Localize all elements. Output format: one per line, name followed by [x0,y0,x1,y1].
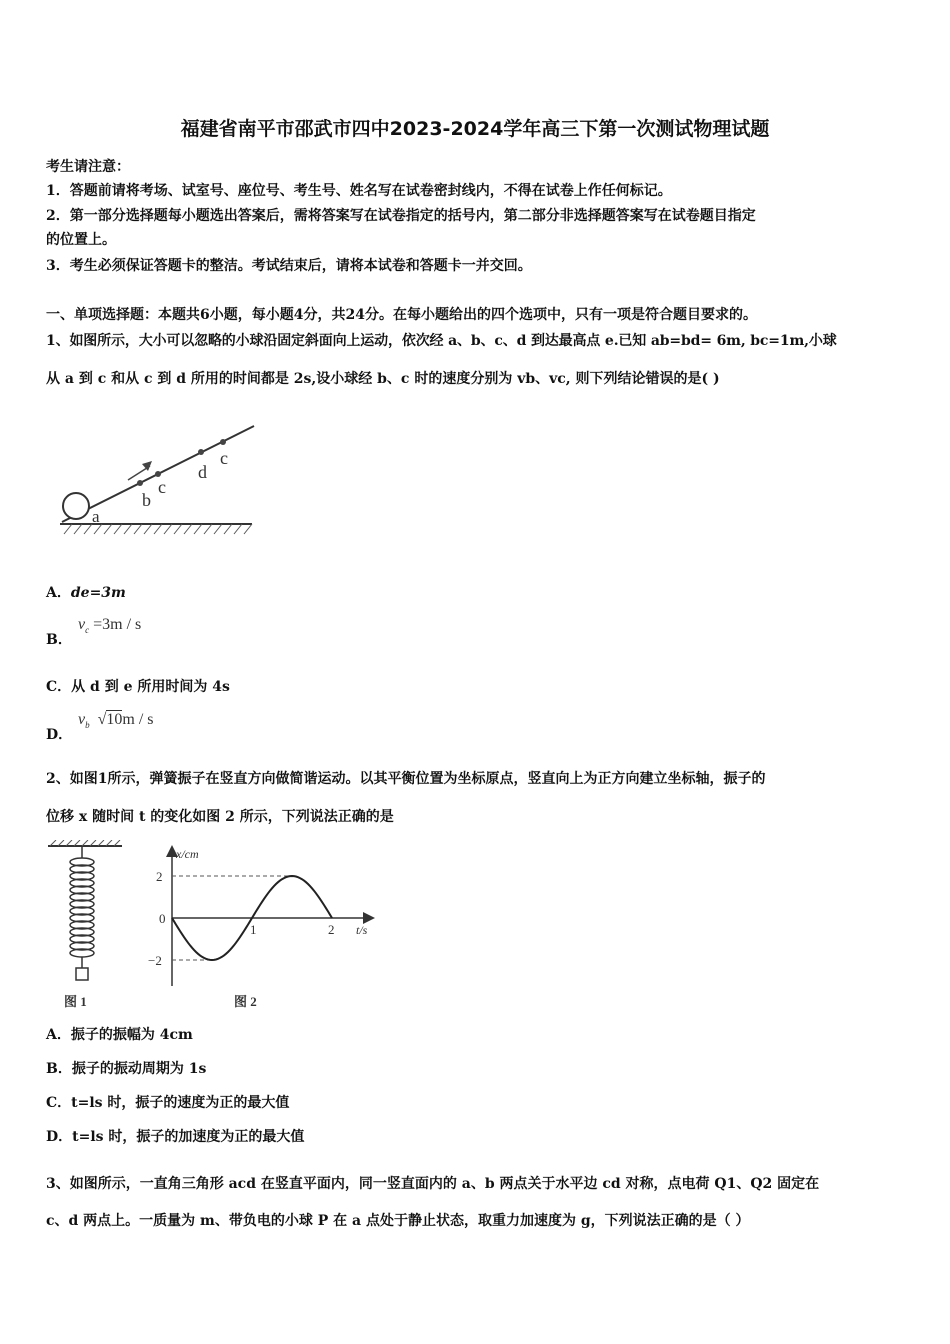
q1-incline-figure [56,416,266,544]
q1-option-c-text: 从 d 到 e 所用时间为 4s [71,679,230,695]
q1-option-d-math [78,711,154,730]
q3-stem-line2: c、d 两点上。一质量为 m、带负电的小球 P 在 a 点处于静止状态，取重力加速度为 g，下列说法正确的是（ ） [46,1213,750,1229]
q1-option-b-label: B． [46,632,72,648]
q1-stem-line1: 1、如图所示，大小可以忽略的小球沿固定斜面向上运动，依次经 a、b、c、d 到达最高点 e.已知 ab=bd= 6m, bc=1m,小球 [46,333,837,349]
y-tick-2: 2 [156,869,163,884]
label-a: a [92,507,100,526]
fig2-caption: 图 2 [234,994,257,1009]
q1-option-b[interactable] [46,629,72,649]
q2-option-c[interactable] [46,1092,289,1112]
q1-option-a[interactable] [46,582,126,602]
y-axis-label: x/cm [176,847,199,861]
q2-option-a-text: 振子的振幅为 4cm [70,1027,193,1043]
notice-heading: 考生请注意： [46,159,130,175]
q1-d-root: 10 [106,711,123,728]
q2-option-c-label: C． [46,1095,72,1111]
q1-option-d[interactable] [46,724,72,744]
q2-fig1-spring [44,840,128,1012]
oscillator-block [76,968,88,980]
q1-b-symbol: v [78,616,86,633]
q2-stem-line2: 位移 x 随时间 t 的变化如图 2 所示，下列说法正确的是 [46,809,394,825]
section-heading: 一、单项选择题：本题共6小题，每小题4分，共24分。在每小题给出的四个选项中，只有一项是符合题目要求的。 [46,307,757,323]
q2-option-d[interactable] [46,1126,304,1146]
q1-stem-line2: 从 a 到 c 和从 c 到 d 所用的时间都是 2s,设小球经 b、c 时的速度分别为 vb、vc, 则下列结论错误的是( ) [46,371,720,387]
fig1-caption: 图 1 [64,994,87,1009]
x-tick-1: 1 [250,922,257,937]
q1-d-subscript: b [85,720,90,731]
q2-stem-line1: 2、如图1所示，弹簧振子在竖直方向做简谐运动。以其平衡位置为坐标原点，竖直向上为正方向建立坐标轴，振子的 [46,771,766,787]
q1-b-expr: =3m / s [89,616,142,633]
label-d: d [198,462,207,482]
q2-fig2-graph [142,840,382,1012]
q1-option-a-text: de=3m [70,585,126,601]
q2-option-b-text: 振子的振动周期为 1s [71,1061,207,1077]
x-tick-2: 2 [328,922,335,937]
q2-option-a-label: A． [46,1027,71,1043]
q2-option-b-label: B． [46,1061,72,1077]
point-b [137,480,143,486]
notice-item-2-cont: 的位置上。 [46,232,116,248]
label-b: b [142,490,151,510]
q1-option-b-math [78,616,141,635]
q1-d-unit: m / s [122,711,154,728]
ball [63,493,89,519]
page-title: 福建省南平市邵武市四中2023-2024学年高三下第一次测试物理试题 [180,118,770,140]
q2-option-d-label: D． [46,1129,73,1145]
label-e: c [220,448,228,468]
q1-option-d-label: D． [46,727,73,743]
q1-option-a-label: A． [46,585,71,601]
sqrt-sign: √ [97,711,107,728]
notice-item-2: 2．第一部分选择题每小题选出答案后，需将答案写在试卷指定的括号内，第二部分非选择题答案写在试卷题目指定 [46,208,756,224]
notice-item-1: 1．答题前请将考场、试室号、座位号、考生号、姓名写在试卷密封线内，不得在试卷上作任何标记。 [46,183,672,199]
label-c: c [158,477,166,497]
q1-d-symbol: v [78,711,86,728]
q2-option-d-text: t=ls 时，振子的加速度为正的最大值 [72,1129,305,1145]
point-e [220,439,226,445]
point-d [198,449,204,455]
q3-stem-line1: 3、如图所示，一直角三角形 acd 在竖直平面内，同一竖直面内的 a、b 两点关于水平边 cd 对称，点电荷 Q1、Q2 固定在 [46,1176,820,1192]
spring-coils [70,858,94,957]
q1-option-c[interactable] [46,676,230,696]
q1-b-subscript: c [85,625,90,636]
q1-option-c-label: C． [46,679,72,695]
x-axis-label: t/s [356,923,368,937]
q2-option-c-text: t=ls 时，振子的速度为正的最大值 [71,1095,290,1111]
q2-option-b[interactable] [46,1058,206,1078]
y-tick-neg2: −2 [148,953,162,968]
y-tick-0: 0 [159,911,166,926]
notice-item-3: 3．考生必须保证答题卡的整洁。考试结束后，请将本试卷和答题卡一并交回。 [46,258,532,274]
q2-option-a[interactable] [46,1024,193,1044]
